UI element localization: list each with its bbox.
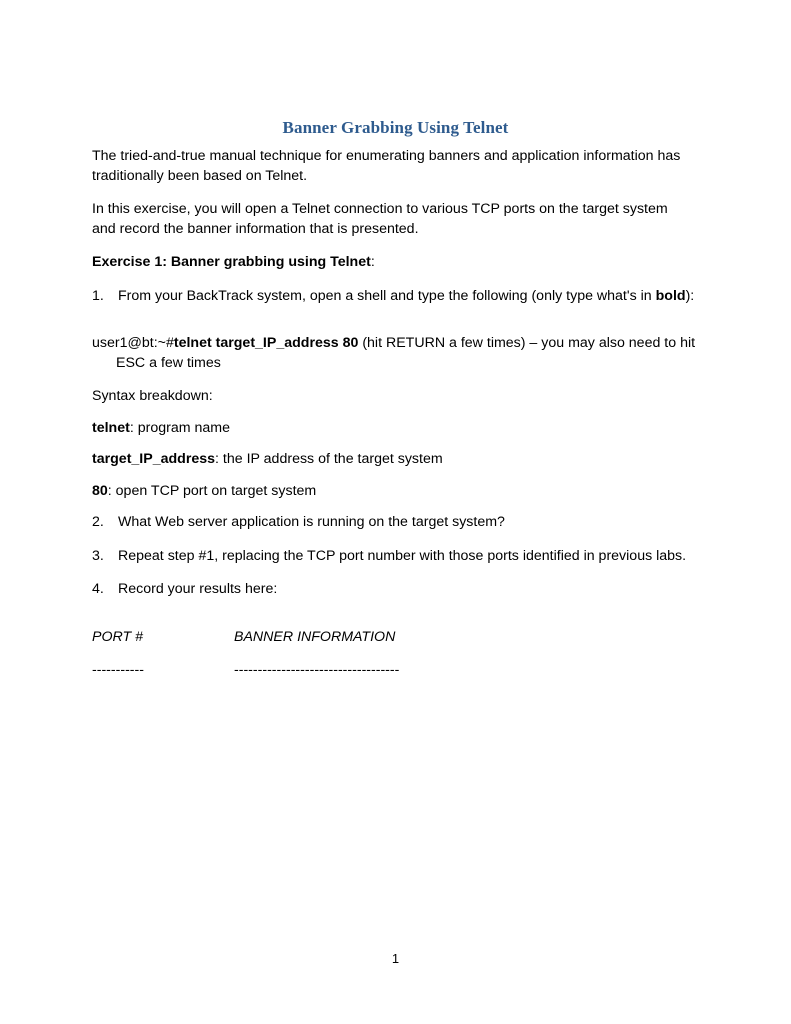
syntax-term: 80 <box>92 482 108 499</box>
command-continuation: ESC a few times <box>116 354 221 371</box>
list-item <box>92 547 699 567</box>
step-number: 2. <box>92 514 104 530</box>
page-number: 1 <box>391 951 400 966</box>
syntax-item-target-ip <box>92 450 692 470</box>
step-text-before: From your BackTrack system, open a shell and type the following (only type what's in <box>118 287 656 304</box>
syntax-definition: : open TCP port on target system <box>107 482 317 499</box>
list-item <box>92 287 699 307</box>
results-header-banner: BANNER INFORMATION <box>234 628 396 645</box>
step-text <box>118 287 699 307</box>
step-text-bold: bold <box>655 287 686 304</box>
results-rule-banner: ----------------------------------- <box>234 662 400 678</box>
command-text: telnet target_IP_address 80 <box>173 335 359 351</box>
steps-list <box>92 287 699 307</box>
syntax-item-telnet <box>92 419 692 439</box>
intro-paragraph-2: In this exercise, you will open a Telnet connection to various TCP ports on the target system and record the banner information that is presented. <box>92 201 668 237</box>
syntax-definition: : the IP address of the target system <box>215 451 443 467</box>
syntax-label: Syntax breakdown: <box>92 388 213 404</box>
results-rule-port: ----------- <box>92 662 144 678</box>
spacer <box>92 320 699 334</box>
results-table-header <box>92 628 699 648</box>
steps-list-continued <box>92 513 699 600</box>
step-text: Record your results here: <box>118 581 278 597</box>
syntax-item-port-80 <box>92 482 692 502</box>
page-title: Banner Grabbing Using Telnet <box>282 118 509 137</box>
syntax-term: target_IP_address <box>92 451 216 467</box>
command-line <box>92 334 699 373</box>
syntax-definition: : program name <box>129 419 230 436</box>
syntax-term: telnet <box>92 419 130 436</box>
intro-paragraph-1: The tried-and-true manual technique for enumerating banners and application information has traditionally been based on Telnet. <box>92 148 681 184</box>
list-item <box>92 580 699 600</box>
list-item <box>92 513 699 533</box>
step-text: What Web server application is running on the target system? <box>118 514 505 530</box>
step-number: 3. <box>92 547 104 564</box>
step-text: Repeat step #1, replacing the TCP port number with those ports identified in previous labs. <box>118 547 687 564</box>
results-table-rule <box>92 661 699 681</box>
exercise-heading-label: Exercise 1: Banner grabbing using Telnet <box>92 254 371 270</box>
exercise-heading <box>92 253 692 273</box>
shell-prompt: user1@bt:~# <box>92 335 174 351</box>
spacer <box>92 614 699 628</box>
step-text-after: ): <box>685 287 695 304</box>
step-number: 4. <box>92 581 104 597</box>
exercise-heading-colon: : <box>370 254 375 270</box>
results-header-port: PORT # <box>92 628 143 645</box>
command-tail: (hit RETURN a few times) – you may also need to hit <box>358 335 696 351</box>
step-number: 1. <box>92 287 104 304</box>
